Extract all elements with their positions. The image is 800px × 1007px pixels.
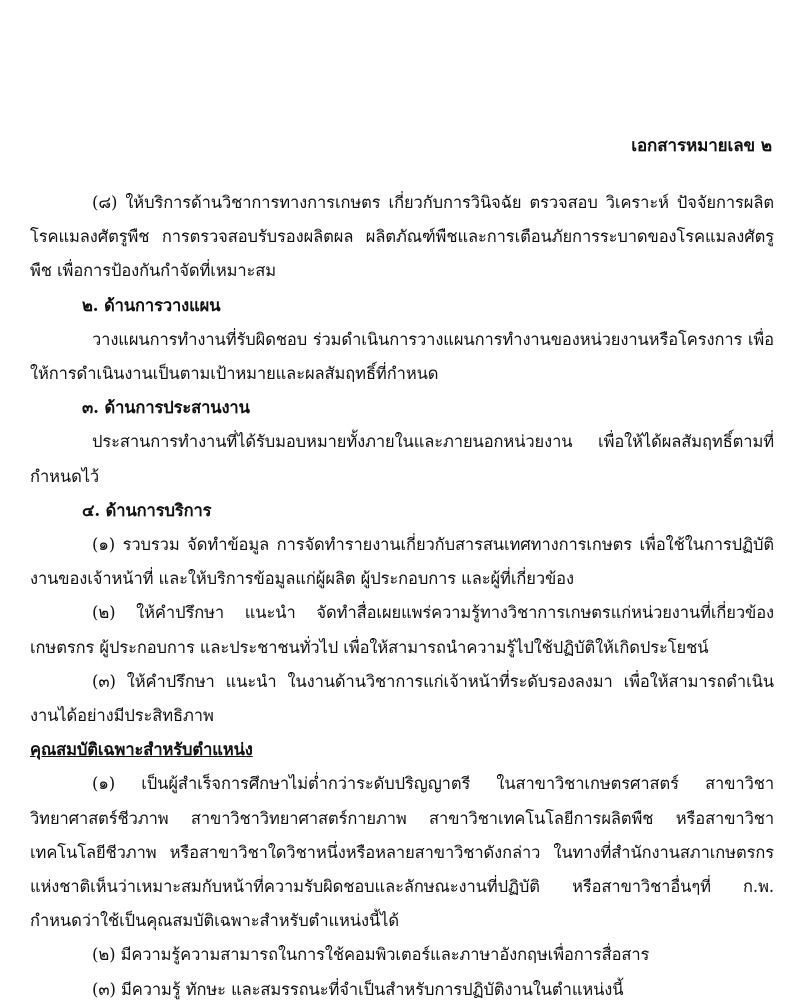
service-item-2: (๒) ให้คำปรึกษา แนะนำ จัดทำสื่อเผยแพร่ความรู้ทางวิชาการเกษตรแก่หน่วยงานที่เกี่ยวข้อง เกษตรกร ผู้ประกอบการ และประชาชนทั่วไป เพื่อให้สามารถนำความรู้ไปใช้ปฏิบัติให้เกิดประโยชน์: [30, 603, 774, 657]
document-body: [30, 186, 774, 1007]
section-heading-service: ๔. ด้านการบริการ: [82, 500, 212, 520]
section-heading-coordination: ๓. ด้านการประสานงาน: [82, 398, 250, 418]
qualification-item-2: (๒) มีความรู้ความสามารถในการใช้คอมพิวเตอร์และภาษาอังกฤษเพื่อการสื่อสาร: [92, 945, 650, 965]
qualification-title: คุณสมบัติเฉพาะสำหรับตำแหน่ง: [30, 740, 253, 760]
document-number: เอกสารหมายเลข ๒: [631, 136, 772, 156]
service-item-3: (๓) ให้คำปรึกษา แนะนำ ในงานด้านวิชาการแก่เจ้าหน้าที่ระดับรองลงมา เพื่อให้สามารถดำเนินงานได้อย่างมีประสิทธิภาพ: [30, 671, 774, 726]
coordination-paragraph: ประสานการทำงานที่ได้รับมอบหมายทั้งภายในและภายนอกหน่วยงาน เพื่อให้ได้ผลสัมฤทธิ์ตามที่กำหนดไว้: [30, 432, 774, 486]
qualification-item-1: (๑) เป็นผู้สำเร็จการศึกษาไม่ต่ำกว่าระดับปริญญาตรี ในสาขาวิชาเกษตรศาสตร์ สาขาวิชาวิทยาศาสตร์ชีวภาพ สาขาวิชาวิทยาศาสตร์กายภาพ สาขาวิชาเทคโนโลยีการผลิตพืช หรือสาขาวิชาเทคโนโลยีชีวภาพ หรือสาขาวิชาใดวิชาหนึ่งหรือหลายสาขาวิชาดังกล่าว ในทางที่สำนักงานสภาเกษตรกรแห่งชาติเห็นว่าเหมาะสมกับหน้าที่ความรับผิดชอบและลักษณะงานที่ปฏิบัติ หรือสาขาวิชาอื่นๆที่ ก.พ. กำหนดว่าใช้เป็นคุณสมบัติเฉพาะสำหรับตำแหน่งนี้ได้: [30, 774, 774, 931]
section-heading-planning: ๒. ด้านการวางแผน: [82, 295, 221, 315]
qualification-item-3: (๓) มีความรู้ ทักษะ และสมรรถนะที่จำเป็นสำหรับการปฏิบัติงานในตำแหน่งนี้: [92, 979, 624, 999]
duty-item-8: (๘) ให้บริการด้านวิชาการทางการเกษตร เกี่ยวกับการวินิจฉัย ตรวจสอบ วิเคราะห์ ปัจจัยการผลิต โรคแมลงศัตรูพืช การตรวจสอบรับรองผลิตผล ผลิตภัณฑ์พืชและการเตือนภัยการระบาดของโรคแมลงศัตรูพืช เพื่อการป้องกันกำจัดที่เหมาะสม: [30, 193, 774, 281]
service-item-1: (๑) รวบรวม จัดทำข้อมูล การจัดทำรายงานเกี่ยวกับสารสนเทศทางการเกษตร เพื่อใช้ในการปฏิบัติงานของเจ้าหน้าที่ และให้บริการข้อมูลแก่ผู้ผลิต ผู้ประกอบการ และผู้ที่เกี่ยวข้อง: [30, 535, 774, 589]
planning-paragraph: วางแผนการทำงานที่รับผิดชอบ ร่วมดำเนินการวางแผนการทำงานของหน่วยงานหรือโครงการ เพื่อให้การดำเนินงานเป็นตามเป้าหมายและผลสัมฤทธิ์ที่กำหนด: [30, 329, 774, 384]
